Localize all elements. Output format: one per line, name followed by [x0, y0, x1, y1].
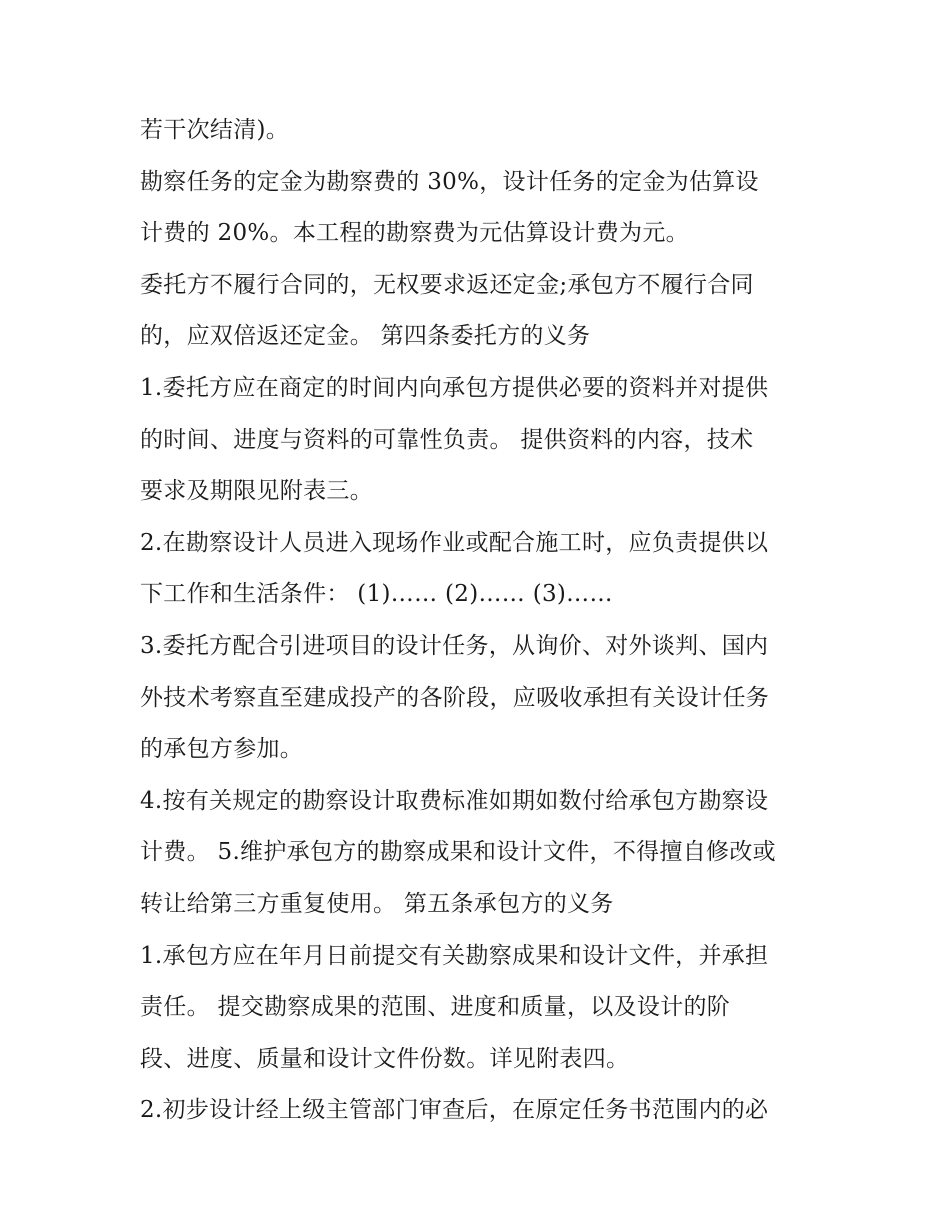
text-line: 段、进度、质量和设计文件份数。详见附表四。 [140, 1045, 630, 1072]
text-line: 转让给第三方重复使用。 第五条承包方的义务 [140, 890, 614, 917]
text-line: 要求及期限见附表三。 [140, 478, 373, 505]
text-line: 的时间、进度与资料的可靠性负责。 提供资料的内容，技术 [140, 426, 754, 453]
document-body [140, 105, 820, 1137]
text-line: 责任。 提交勘察成果的范围、进度和质量，以及设计的阶 [140, 994, 731, 1021]
text-line: 的，应双倍返还定金。 第四条委托方的义务 [140, 323, 591, 350]
text-line: 下工作和生活条件： (1)…… (2)…… (3)…… [140, 581, 613, 608]
text-line: 1.承包方应在年月日前提交有关勘察成果和设计文件，并承担 [140, 942, 769, 969]
text-line: 计费。 5.维护承包方的勘察成果和设计文件，不得擅自修改或 [140, 839, 776, 866]
text-line: 的承包方参加。 [140, 736, 304, 763]
text-line: 3.委托方配合引进项目的设计任务，从询价、对外谈判、国内 [140, 632, 769, 659]
text-line: 勘察任务的定金为勘察费的 30%，设计任务的定金为估算设 [140, 168, 759, 195]
text-line: 2.在勘察设计人员进入现场作业或配合施工时，应负责提供以 [140, 529, 769, 556]
text-line: 计费的 20%。本工程的勘察费为元估算设计费为元。 [140, 220, 689, 247]
text-line: 委托方不履行合同的，无权要求返还定金;承包方不履行合同 [140, 271, 754, 298]
text-line: 若干次结清)。 [140, 117, 290, 143]
text-line: 2.初步设计经上级主管部门审查后，在原定任务书范围内的必 [140, 1097, 769, 1124]
text-line: 4.按有关规定的勘察设计取费标准如期如数付给承包方勘察设 [140, 787, 769, 814]
text-line: 外技术考察直至建成投产的各阶段，应吸收承担有关设计任务 [140, 684, 770, 711]
text-line: 1.委托方应在商定的时间内向承包方提供必要的资料并对提供 [140, 374, 769, 401]
